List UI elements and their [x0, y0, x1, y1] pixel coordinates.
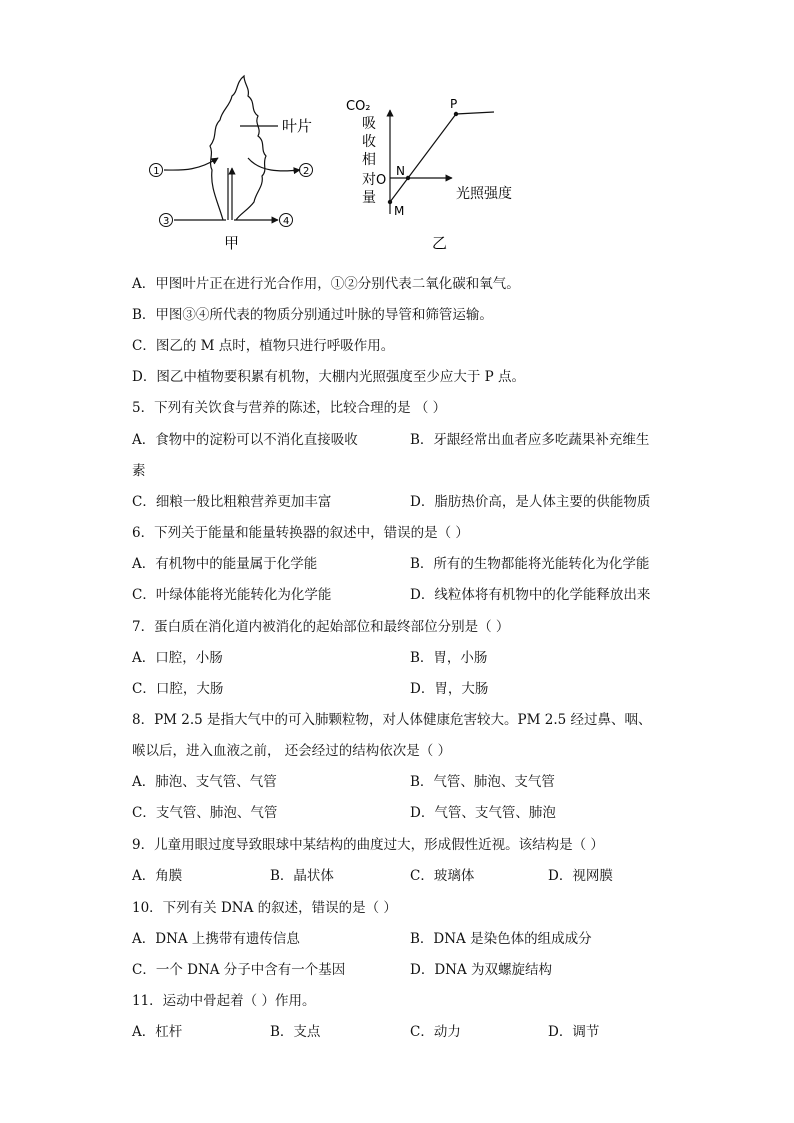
q8-option-b: B．气管、肺泡、支气管	[410, 774, 555, 790]
label-P: P	[450, 97, 458, 111]
q5-option-b-cont: 素	[132, 463, 146, 479]
q11-option-b: B．支点	[270, 1024, 321, 1040]
q9-option-c: C．玻璃体	[410, 868, 475, 884]
arrow-2-out	[248, 158, 300, 171]
fig-option-c: C．图乙的 M 点时，植物只进行呼吸作用。	[132, 338, 395, 354]
caption-jia: 甲	[224, 234, 240, 252]
q11-row	[132, 1022, 600, 1042]
q8-option-d: D．气管、支气管、肺泡	[410, 805, 556, 821]
ylabel-2: 相	[362, 152, 376, 168]
q7-stem: 7．蛋白质在消化道内被消化的起始部位和最终部位分别是（ ）	[132, 619, 510, 635]
q6-option-b: B．所有的生物都能将光能转化为化学能	[410, 556, 650, 572]
q10-option-c: C．一个 DNA 分子中含有一个基因	[132, 962, 346, 978]
q10-row1	[132, 929, 592, 949]
fig-option-a: A．甲图叶片正在进行光合作用，①②分别代表二氧化碳和氧气。	[132, 276, 520, 292]
q7-row2	[132, 679, 489, 699]
point-N	[406, 176, 410, 180]
q11-option-a: A．杠杆	[132, 1024, 183, 1040]
q7-option-d: D．胃，大肠	[410, 681, 489, 697]
q6-option-c: C．叶绿体能将光能转化为化学能	[132, 587, 332, 603]
leaf-outline	[210, 76, 266, 220]
q6-row1	[132, 554, 650, 574]
point-P	[454, 112, 458, 116]
svg-text:4: 4	[283, 216, 290, 227]
q5-option-b: B．牙龈经常出血者应多吃蔬果补充维生	[410, 432, 650, 448]
q8-stem-line2: 喉以后，进入血液之前， 还会经过的结构依次是（ ）	[132, 743, 452, 759]
ylabel-0: 吸	[362, 116, 376, 132]
q6-option-a: A．有机物中的能量属于化学能	[132, 556, 318, 572]
q8-option-a: A．肺泡、支气管、气管	[132, 774, 277, 790]
svg-text:3: 3	[163, 216, 170, 227]
q9-option-d: D．视网膜	[548, 868, 613, 884]
q7-option-c: C．口腔，大肠	[132, 681, 224, 697]
q5-option-d: D．脂肪热价高，是人体主要的供能物质	[410, 494, 651, 510]
q5-option-c: C．细粮一般比粗粮营养更加丰富	[132, 494, 332, 510]
q8-row2	[132, 803, 556, 823]
fig-option-d: D．图乙中植物要积累有机物，大棚内光照强度至少应大于 P 点。	[132, 369, 525, 385]
q9-option-a: A．角膜	[132, 868, 183, 884]
q6-row2	[132, 585, 651, 605]
q11-option-d: D．调节	[548, 1024, 600, 1040]
q8-option-c: C．支气管、肺泡、气管	[132, 805, 278, 821]
q11-option-c: C．动力	[410, 1024, 461, 1040]
q8-stem-line1: 8．PM 2.5 是指大气中的可入肺颗粒物，对人体健康危害较大。PM 2.5 经过鼻、咽、	[132, 712, 652, 728]
q5-option-a: A．食物中的淀粉可以不消化直接吸收	[132, 432, 358, 448]
fig-option-b: B．甲图③④所代表的物质分别通过叶脉的导管和筛管运输。	[132, 307, 493, 323]
q10-stem: 10．下列有关 DNA 的叙述，错误的是（ ）	[132, 900, 397, 916]
q9-stem: 9．儿童用眼过度导致眼球中某结构的曲度过大，形成假性近视。该结构是（ ）	[132, 837, 604, 853]
q5-row1	[132, 430, 650, 450]
label-N: N	[396, 164, 405, 178]
co2-label: CO₂	[346, 99, 371, 114]
arrow-1-in	[164, 158, 218, 170]
ylabel-1: 收	[362, 134, 376, 150]
ylabel-3: 对	[362, 172, 376, 188]
q10-option-d: D．DNA 为双螺旋结构	[410, 962, 553, 978]
q5-stem: 5．下列有关饮食与营养的陈述，比较合理的是 （ ）	[132, 400, 447, 416]
q5-row2	[132, 492, 651, 512]
figure-jia-yi	[140, 62, 560, 262]
ylabel-4: 量	[362, 190, 376, 206]
q6-stem: 6．下列关于能量和能量转换器的叙述中，错误的是（ ）	[132, 525, 469, 541]
q10-option-b: B．DNA 是染色体的组成成分	[410, 931, 592, 947]
q8-row1	[132, 772, 555, 792]
origin-O: O	[376, 173, 387, 188]
q10-option-a: A．DNA 上携带有遗传信息	[132, 931, 300, 947]
svg-text:2: 2	[303, 166, 310, 177]
q11-stem: 11．运动中骨起着（ ）作用。	[132, 993, 316, 1009]
q7-row1	[132, 648, 488, 668]
svg-text:1: 1	[153, 166, 160, 177]
leaf-label: 叶片	[282, 117, 313, 135]
q6-option-d: D．线粒体将有机物中的化学能释放出来	[410, 587, 651, 603]
point-M	[388, 200, 392, 204]
q10-row2	[132, 960, 553, 980]
label-M: M	[394, 204, 405, 218]
x-axis-label: 光照强度	[456, 186, 512, 202]
q7-option-b: B．胃，小肠	[410, 650, 488, 666]
q7-option-a: A．口腔，小肠	[132, 650, 223, 666]
q9-option-b: B．晶状体	[270, 868, 334, 884]
caption-yi: 乙	[432, 234, 448, 252]
q9-row	[132, 866, 613, 886]
